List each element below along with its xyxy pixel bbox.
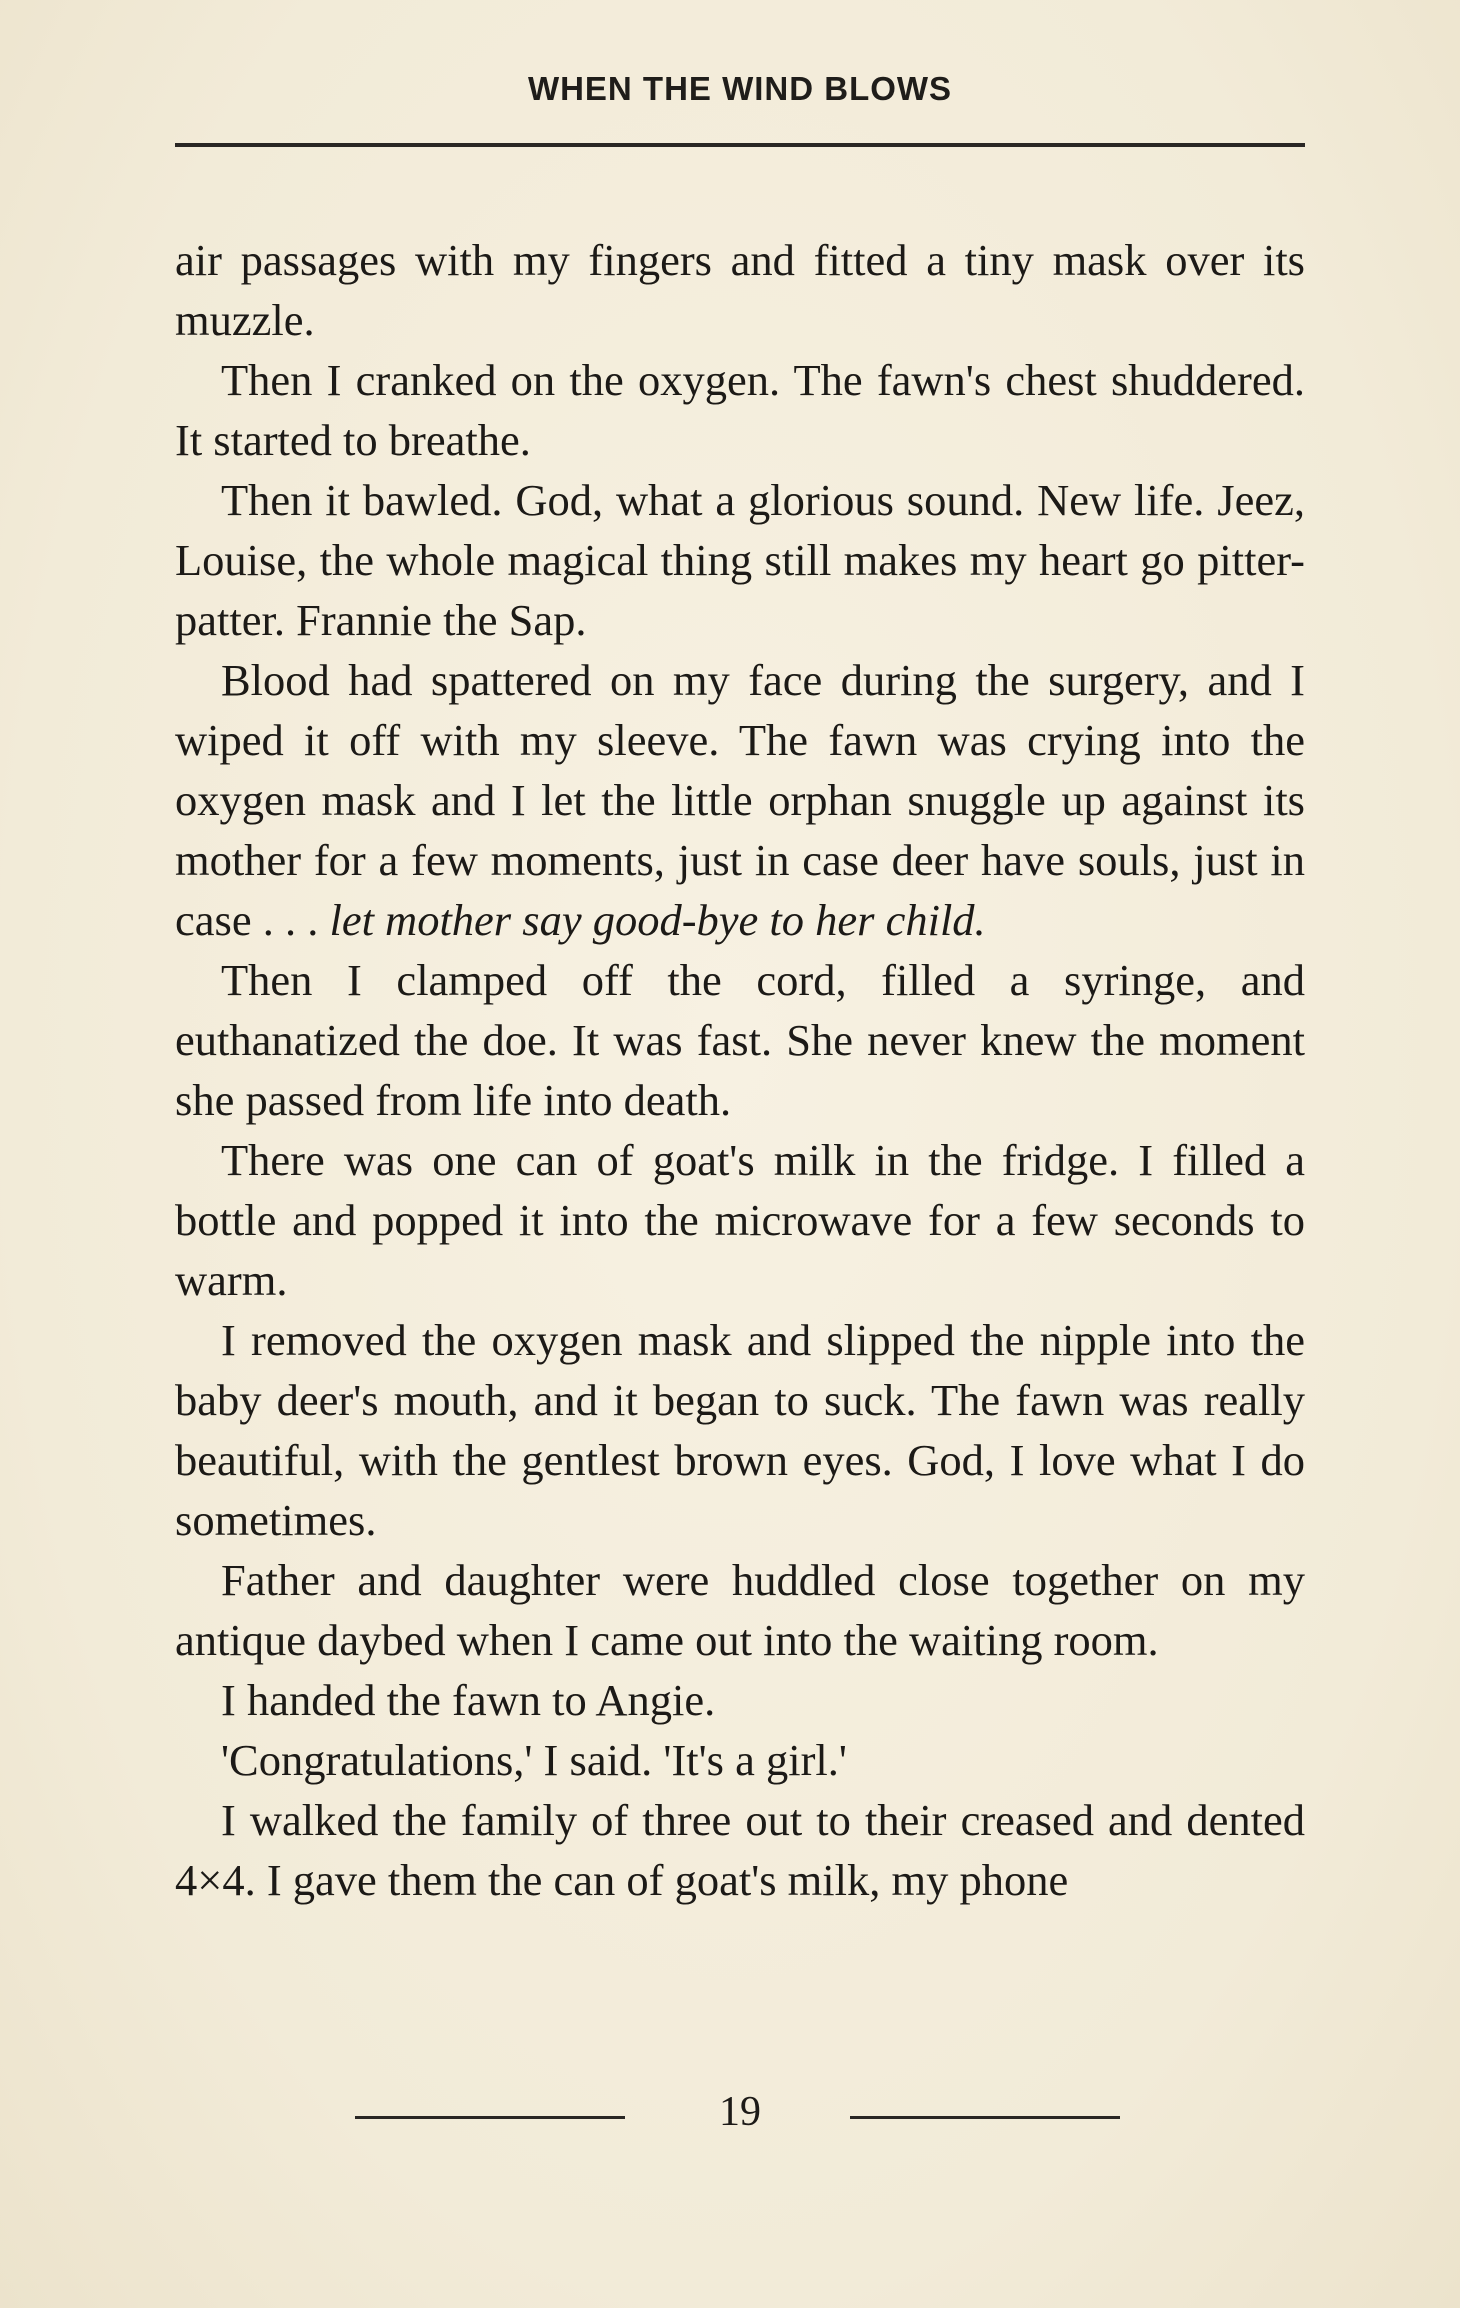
paragraph-4 — [175, 650, 1305, 950]
running-head: WHEN THE WIND BLOWS — [527, 70, 953, 107]
paragraph-3: Then it bawled. God, what a glorious sound. New life. Jeez, Louise, the whole magical thing still makes my heart go pitter-patter. Frannie the Sap. — [175, 475, 1305, 645]
paragraph-2: Then I cranked on the oxygen. The fawn's chest shuddered. It started to breathe. — [175, 355, 1305, 465]
folio-rule-left — [355, 2116, 625, 2119]
paragraph-9: I handed the fawn to Angie. — [221, 1675, 716, 1725]
paragraph-8: Father and daughter were huddled close together on my antique daybed when I came out into the waiting room. — [175, 1555, 1305, 1665]
paragraph-1: air passages with my fingers and fitted a tiny mask over its muzzle. — [175, 235, 1305, 345]
body-text — [175, 230, 1305, 1910]
paragraph-4-italic: let mother say good-bye to her child. — [329, 895, 986, 945]
paragraph-5: Then I clamped off the cord, filled a syringe, and euthanatized the doe. It was fast. She never knew the moment she passed from life into death. — [175, 955, 1305, 1125]
paragraph-7: I removed the oxygen mask and slipped the nipple into the baby deer's mouth, and it began to suck. The fawn was really beautiful, with the gentlest brown eyes. God, I love what I do sometimes. — [175, 1315, 1305, 1545]
paragraph-4-text: Blood had spattered on my face during the surgery, and I wiped it off with my sleeve. The fawn was crying into the oxygen mask and I let the little orphan snuggle up against its mother for a few moments, just in case deer have souls, just in case . . . — [175, 655, 1305, 945]
folio-rule-right — [850, 2116, 1120, 2119]
paragraph-10: 'Congratulations,' I said. 'It's a girl.' — [221, 1735, 847, 1785]
paragraph-6: There was one can of goat's milk in the fridge. I filled a bottle and popped it into the microwave for a few seconds to warm. — [175, 1135, 1305, 1305]
paragraph-11: I walked the family of three out to their creased and dented 4×4. I gave them the can of goat's milk, my phone — [175, 1795, 1305, 1905]
page-number: 19 — [719, 2089, 761, 2135]
header-rule — [175, 143, 1305, 147]
